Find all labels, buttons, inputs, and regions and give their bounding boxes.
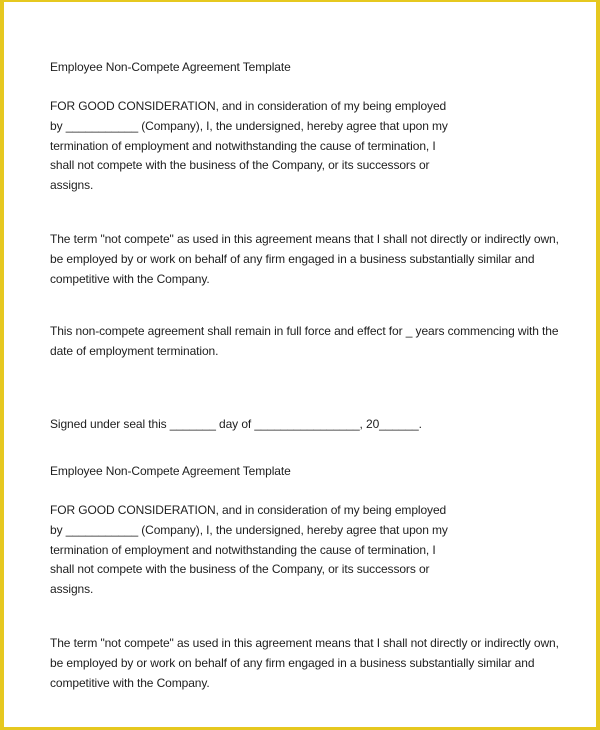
paragraph-line: by ___________ (Company), I, the undersigned, hereby agree that upon my [50, 118, 448, 133]
duration-paragraph [50, 322, 570, 362]
document-title-repeat: Employee Non-Compete Agreement Template [50, 464, 291, 478]
paragraph-line: be employed by or work on behalf of any firm engaged in a business substantially similar and [50, 655, 535, 670]
paragraph-line: This non-compete agreement shall remain in full force and effect for _ years commencing with the [50, 324, 559, 338]
consideration-paragraph [50, 97, 570, 196]
document-title: Employee Non-Compete Agreement Template [50, 60, 291, 74]
signature-text: Signed under seal this _______ day of ________________, 20______. [50, 417, 422, 431]
paragraph-line: competitive with the Company. [50, 675, 210, 690]
paragraph-line: assigns. [50, 582, 94, 597]
not-compete-definition-paragraph-repeat [50, 634, 570, 693]
paragraph-line: FOR GOOD CONSIDERATION, and in consideration of my being employed [50, 503, 447, 517]
paragraph-line: competitive with the Company. [50, 271, 210, 286]
paragraph-line: be employed by or work on behalf of any firm engaged in a business substantially similar and [50, 251, 535, 266]
paragraph-line: termination of employment and notwithstanding the cause of termination, I [50, 542, 436, 557]
signature-line [50, 415, 570, 435]
not-compete-definition-paragraph [50, 230, 570, 289]
paragraph-line: date of employment termination. [50, 343, 219, 358]
paragraph-line: shall not compete with the business of the Company, or its successors or [50, 562, 430, 577]
paragraph-line: assigns. [50, 178, 94, 193]
paragraph-line: by ___________ (Company), I, the undersigned, hereby agree that upon my [50, 522, 448, 537]
consideration-paragraph-repeat [50, 501, 570, 600]
paragraph-line: The term "not compete" as used in this agreement means that I shall not directly or indirectly own, [50, 636, 559, 650]
paragraph-line: termination of employment and notwithstanding the cause of termination, I [50, 138, 436, 153]
paragraph-line: shall not compete with the business of the Company, or its successors or [50, 158, 430, 173]
paragraph-line: FOR GOOD CONSIDERATION, and in consideration of my being employed [50, 99, 447, 113]
paragraph-line: The term "not compete" as used in this agreement means that I shall not directly or indirectly own, [50, 232, 559, 246]
